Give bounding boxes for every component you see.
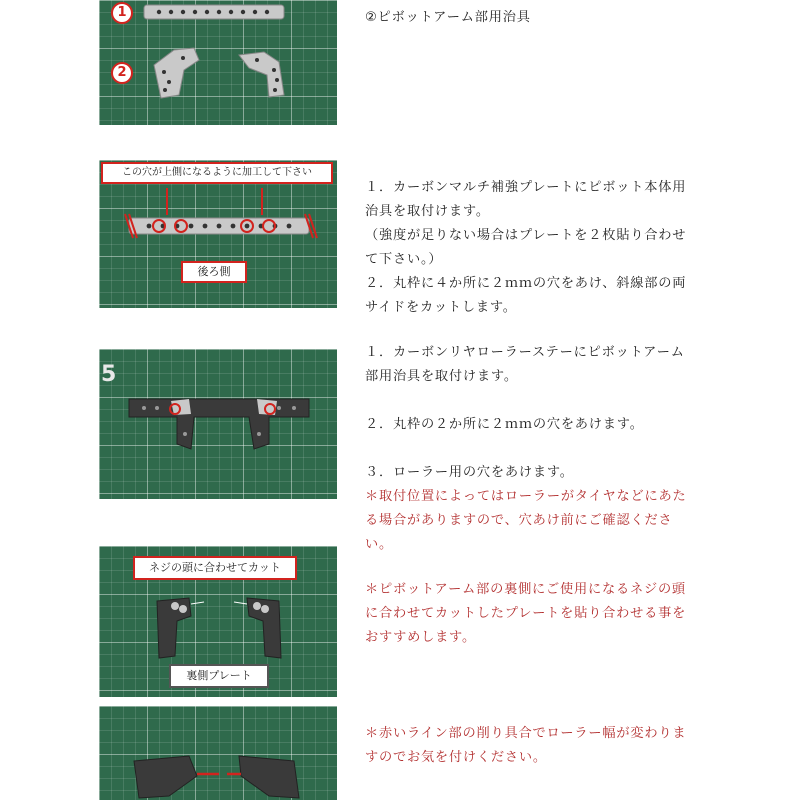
photo-roller-width bbox=[99, 706, 337, 800]
marker-1: 1 bbox=[111, 2, 133, 24]
marker-2: 2 bbox=[111, 62, 133, 84]
section5-note: ＊赤いライン部の削り具合でローラー幅が変わりま すのでお気を付けください。 bbox=[365, 726, 687, 765]
section2-instructions: １．カーボンマルチ補強プレートにピボット本体用 治具を取付けます。 （強度が足りない場合はプレートを２枚貼り合わせ て下さい。） ２．丸枠に４か所に２ｍｍの穴をあけ、斜線部の両 サイドをカットします。 bbox=[365, 180, 687, 315]
callout-rear-side: 後ろ側 bbox=[181, 261, 247, 283]
photo-roller-stay bbox=[99, 349, 337, 499]
photo-back-plate bbox=[99, 546, 337, 697]
step-number: 5 bbox=[101, 362, 117, 387]
section4-note: ＊ピボットアーム部の裏側にご使用になるネジの頭 に合わせてカットしたプレートを貼り合わせる事を おすすめします。 bbox=[365, 582, 687, 645]
photo-jigs bbox=[99, 0, 337, 125]
section3-note: ＊取付位置によってはローラーがタイヤなどにあた bbox=[365, 489, 687, 504]
roller-stay-illustration bbox=[99, 349, 337, 499]
jig-parts-illustration bbox=[99, 0, 337, 125]
roller-width-illustration bbox=[99, 706, 337, 800]
section3-instructions: １．カーボンリヤローラーステーにピボットアーム 部用治具を取付けます。 ２．丸枠の２か所に２ｍｍの穴をあけます。 ３．ローラー用の穴をあけます。 ＊取付位置によってはローラーがタイヤなどにあた る場合がありますので、穴あけ前にご確認ください。 bbox=[365, 341, 700, 557]
callout-cut-to-screw: ネジの頭に合わせてカット bbox=[133, 556, 297, 580]
photo-reinforcement-plate bbox=[99, 160, 337, 308]
item2-caption: ②ピボットアーム部用治具 bbox=[365, 10, 531, 25]
callout-hole-top: この穴が上側になるように加工して下さい bbox=[101, 162, 333, 184]
callout-back-plate: 裏側プレート bbox=[169, 664, 269, 688]
